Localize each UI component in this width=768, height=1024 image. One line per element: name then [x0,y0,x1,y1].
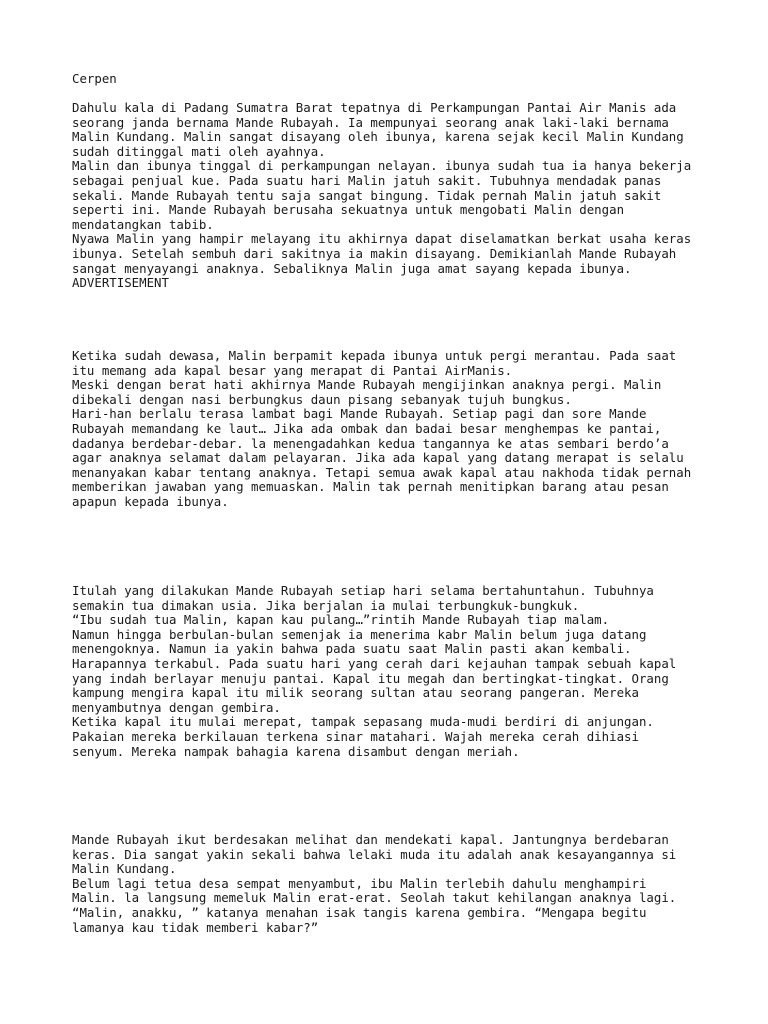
text-line: Malin dan ibunya tinggal di perkampungan nelayan. ibunya sudah tua ia hanya bekerja [72,158,692,174]
text-line: Meski dengan berat hati akhirnya Mande Rubayah mengijinkan anaknya pergi. Malin [72,377,662,393]
text-line: apapun kepada ibunya. [72,494,229,509]
text-line: Harapannya terkabul. Pada suatu hari yang cerah dari kejauhan tampak sebuah kapal [72,656,677,671]
text-line: sangat menyayangi anaknya. Sebaliknya Malin juga amat sayang kepada ibunya. [72,260,632,276]
text-line: Malin Kundang. [72,861,177,877]
text-line: Malin Kundang. Malin sangat disayang oleh ibunya, karena sejak kecil Malin Kundang [72,129,684,145]
advertisement-label: ADVERTISEMENT [72,275,169,291]
text-line: Itulah yang dilakukan Mande Rubayah setiap hari selama bertahuntahun. Tubuhnya [72,583,654,598]
text-line: dibekali dengan nasi berbungkus daun pisang sebanyak tujuh bungkus. [72,391,572,407]
text-line: lamanya kau tidak memberi kabar?” [72,919,319,935]
text-line: sudah ditinggal mati oleh ayahnya. [72,143,326,159]
text-line: Namun hingga berbulan-bulan semenjak ia menerima kabr Malin belum juga datang [72,626,647,642]
text-line: agar anaknya selamat dalam pelayaran. Jika ada kapal yang datang merapat is selalu [72,450,684,466]
text-line: seorang janda bernama Mande Rubayah. Ia mempunyai seorang anak laki-laki bernama [72,114,669,130]
text-line: Ketika sudah dewasa, Malin berpamit kepada ibunya untuk pergi merantau. Pada saat [72,348,677,363]
text-line: semakin tua dimakan usia. Jika berjalan ia mulai terbungkuk-bungkuk. [72,597,580,613]
text-line: senyum. Mereka nampak bahagia karena disambut dengan meriah. [72,743,520,759]
text-line: seperti ini. Mande Rubayah berusaha sekuatnya untuk mengobati Malin dengan [72,202,625,218]
text-line: Hari-han berlalu terasa lambat bagi Mande Rubayah. Setiap pagi dan sore Mande [72,406,647,422]
text-line: Rubayah memandang ke laut… Jika ada ombak dan badai besar menghempas ke pantai, [72,421,662,436]
text-line: Pakaian mereka berkilauan terkena sinar matahari. Wajah mereka cerah dihiasi [72,729,639,744]
text-line: memberikan jawaban yang memuaskan. Malin tak pernah menitipkan barang atau pesan [72,479,669,495]
text-line: menengoknya. Namun ia yakin bahwa pada suatu saat Malin pasti akan kembali. [72,641,632,657]
text-line: Dahulu kala di Padang Sumatra Barat tepatnya di Perkampungan Pantai Air Manis ada [72,100,677,115]
text-line: “Ibu sudah tua Malin, kapan kau pulang…”rintih Mande Rubayah tiap malam. [72,612,610,628]
text-line: Mande Rubayah ikut berdesakan melihat dan mendekati kapal. Jantungnya berdebaran [72,832,669,847]
text-line: keras. Dia sangat yakin sekali bahwa lelaki muda itu adalah anak kesayangannya si [72,846,677,862]
text-line: ibunya. Setelah sembuh dari sakitnya ia makin disayang. Demikianlah Mande Rubayah [72,246,677,261]
text-line: sekali. Mande Rubayah tentu saja sangat bingung. Tidak pernah Malin jatuh sakit [72,187,662,203]
text-line: sebagai penjual kue. Pada suatu hari Malin jatuh sakit. Tubuhnya mendadak panas [72,173,662,188]
text-line: dadanya berdebar-debar. la menengadahkan kedua tangannya ke atas sembari berdo’a [72,435,669,451]
text-line: Malin. la langsung memeluk Malin erat-erat. Seolah takut kehilangan anaknya lagi. [72,890,677,906]
text-line: Ketika kapal itu mulai merepat, tampak sepasang muda-mudi berdiri di anjungan. [72,714,654,730]
text-line: yang indah berlayar menuju pantai. Kapal itu megah dan bertingkat-tingkat. Orang [72,670,669,686]
text-line: mendatangkan tabib. [72,216,214,232]
text-line: menanyakan kabar tentang anaknya. Tetapi semua awak kapal atau nakhoda tidak pernah [72,464,692,480]
text-line: itu memang ada kapal besar yang merapat di Pantai AirManis. [72,362,513,378]
text-line: “Malin, anakku, ” katanya menahan isak tangis karena gembira. “Mengapa begitu [72,905,647,920]
text-line: Belum lagi tetua desa sempat menyambut, ibu Malin terlebih dahulu menghampiri [72,875,647,891]
document-title: Cerpen [72,71,117,86]
text-line: kampung mengira kapal itu milik seorang sultan atau seorang pangeran. Mereka [72,685,639,701]
text-line: menyambutnya dengan gembira. [72,699,281,715]
text-line: Nyawa Malin yang hampir melayang itu akhirnya dapat diselamatkan berkat usaha keras [72,231,692,247]
